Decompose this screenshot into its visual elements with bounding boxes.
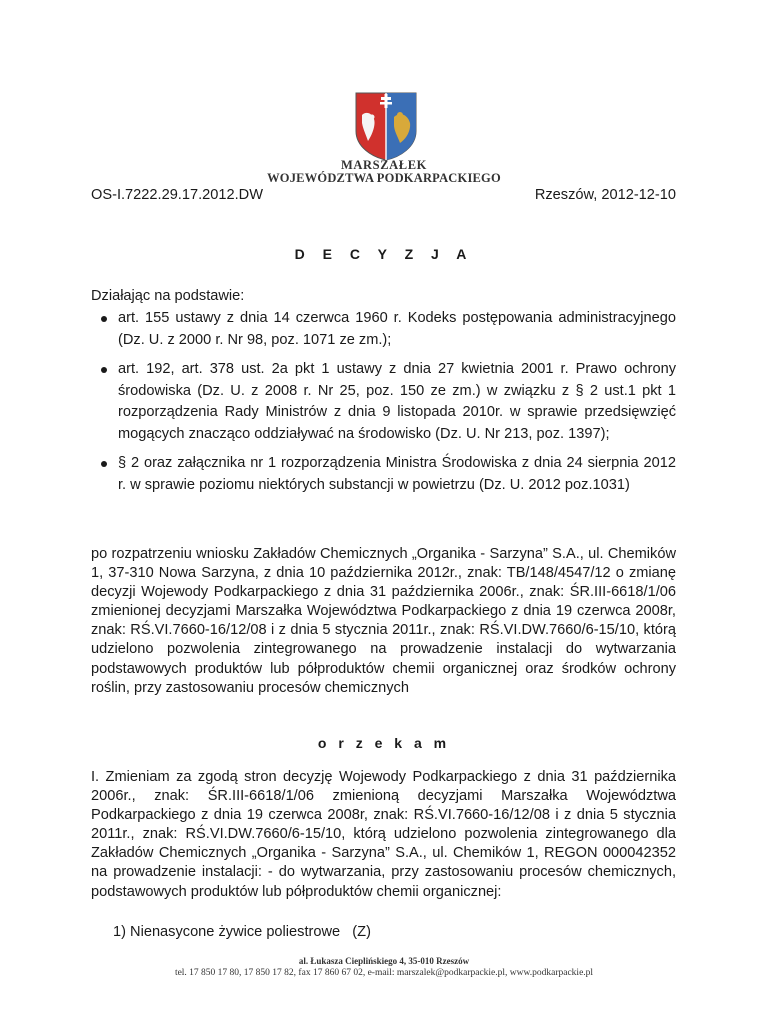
case-reference: OS-I.7222.29.17.2012.DW bbox=[91, 187, 263, 203]
legal-basis-intro: Działając na podstawie: bbox=[91, 288, 245, 304]
decision-paragraph: I. Zmieniam za zgodą stron decyzję Wojewody Podkarpackiego z dnia 31 października 2006r., znak: ŚR.III-6618/1/06 zmienioną decyzjami Marszałka Województwa Podkarpackiego z dnia 19 czerwca 2008r, znak: RŚ.VI.7660-16/12/08 i z dnia 5 stycznia 2011r., znak: RŚ.VI.DW.7660/6-15/10, którą udzielono pozwolenia zintegrowanego dla Zakładów Chemicznych „Organika - Sarzyna” S.A., ul. Chemików 1, REGON 000042352 na prowadzenie instalacji: - do wytwarzania, przy zastosowaniu procesów chemicznych, podstawowych produktów lub półproduktów chemii organicznej: bbox=[91, 769, 676, 900]
legal-basis-item: § 2 oraz załącznika nr 1 rozporządzenia Ministra Środowiska z dnia 24 sierpnia 2012 r. w sprawie poziomu niektórych substancji w powietrzu (Dz. U. 2012 poz.1031) bbox=[91, 453, 676, 496]
legal-basis-item: art. 192, art. 378 ust. 2a pkt 1 ustawy z dnia 27 kwietnia 2001 r. Prawo ochrony środowiska (Dz. U. z 2008 r. Nr 25, poz. 150 ze zm.) w związku z § 2 ust.1 pkt 1 rozporządzenia Rady Ministrów z dnia 9 listopada 2010r. w sprawie przedsięwzięć mogących znacząco oddziaływać na środowisko (Dz. U. Nr 213, poz. 1397); bbox=[91, 359, 676, 445]
legal-basis-item: art. 155 ustawy z dnia 14 czerwca 1960 r. Kodeks postępowania administracyjnego (Dz. U. z 2000 r. Nr 98, poz. 1071 ze zm.); bbox=[91, 308, 676, 351]
product-item-text: Nienasycone żywice poliestrowe (Z) bbox=[130, 924, 371, 940]
footer-address: al. Łukasza Cieplińskiego 4, 35-010 Rzeszów bbox=[298, 956, 470, 966]
logo-title-line2: WOJEWÓDZTWA PODKARPACKIEGO bbox=[267, 171, 501, 185]
decision-heading: o r z e k a m bbox=[317, 735, 451, 751]
coat-of-arms-icon bbox=[354, 91, 418, 161]
footer-contact: tel. 17 850 17 80, 17 850 17 82, fax 17 860 67 02, e-mail: marszalek@podkarpackie.pl, www.podkarpackie.pl bbox=[174, 968, 594, 978]
legal-basis-list bbox=[91, 308, 676, 496]
product-list-item bbox=[91, 924, 371, 940]
application-paragraph: po rozpatrzeniu wniosku Zakładów Chemicznych „Organika - Sarzyna” S.A., ul. Chemików 1, 37-310 Nowa Sarzyna, z dnia 10 października 2012r., znak: TB/148/4547/12 o zmianę decyzji Wojewody Podkarpackiego z dnia 31 października 2006r., znak: ŚR.III-6618/1/06 zmienionej decyzjami Marszałka Województwa Podkarpackiego z dnia 19 czerwca 2008r, znak: RŚ.VI.7660-16/12/08 i z dnia 5 stycznia 2011r., znak: RŚ.VI.DW.7660/6-15/10, którą udzielono pozwolenia zintegrowanego na prowadzenie instalacji do wytwarzania podstawowych produktów lub półproduktów chemii organicznej oraz środków ochrony roślin, przy zastosowaniu procesów chemicznych bbox=[91, 546, 676, 696]
product-item-number: 1) bbox=[113, 924, 126, 940]
document-title: D E C Y Z J A bbox=[294, 246, 474, 262]
logo-title-line1: MARSZAŁEK bbox=[341, 158, 427, 172]
place-and-date: Rzeszów, 2012-12-10 bbox=[534, 187, 676, 203]
